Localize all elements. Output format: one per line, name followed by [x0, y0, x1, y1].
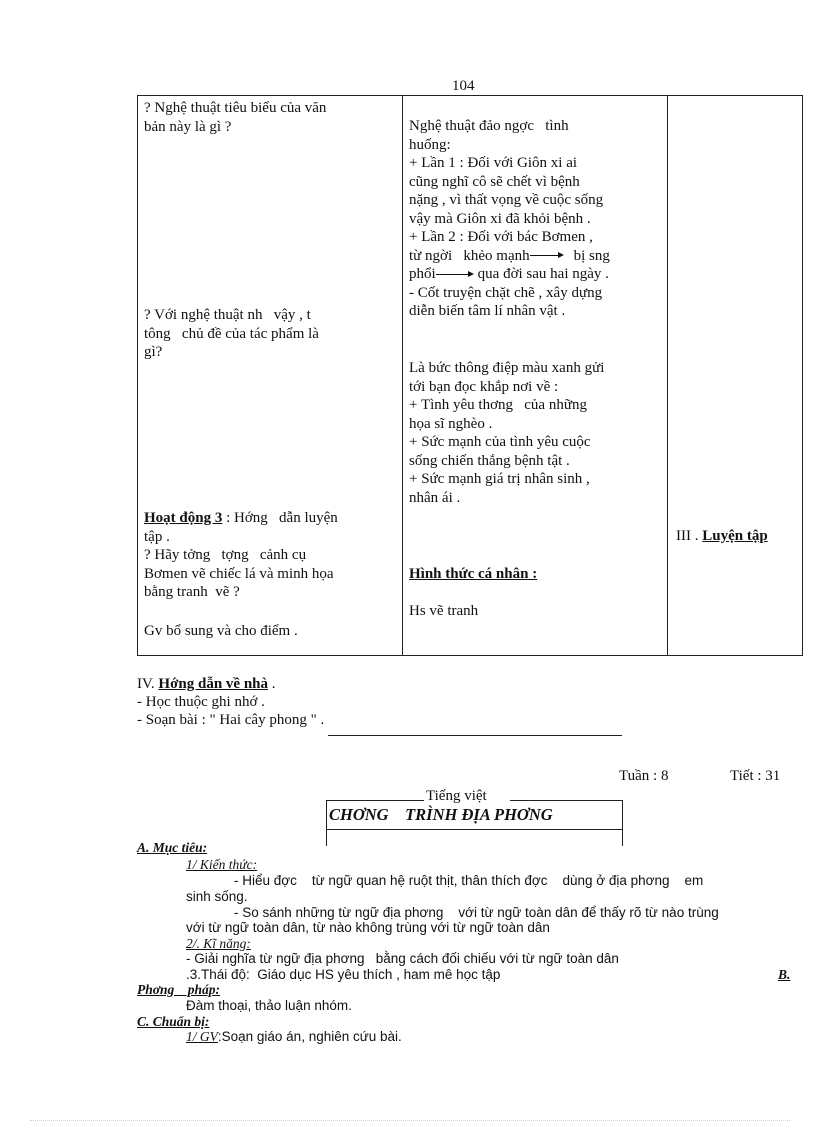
box-top-right	[510, 800, 622, 801]
skill-heading: 2/. Kĩ năng:	[186, 936, 251, 951]
text-line: cũng nghĩ cô sẽ chết vì bệnh	[409, 173, 580, 190]
lesson-title: CHƠNG TRÌNH ĐỊA PHƠNG	[329, 805, 553, 824]
homework-heading	[137, 675, 324, 693]
text-line: Hs vẽ tranh	[409, 603, 479, 619]
text-line: sống chiến thắng bệnh tật .	[409, 452, 570, 469]
text-span: từ ngời khẻo mạnh	[409, 247, 530, 264]
text-line: tông chủ đề của tác phẩm là	[144, 325, 319, 342]
text-line: Bơmen vẽ chiếc lá và minh họa	[144, 565, 334, 582]
prep-gv-text: :Soạn giáo án, nghiên cứu bài.	[217, 1029, 402, 1044]
knowledge-2b: với từ ngữ toàn dân, từ nào không trùng với từ ngữ toàn dân	[186, 920, 550, 935]
list-item: - Soạn bài : " Hai cây phong " .	[137, 712, 325, 728]
subject-label: Tiếng việt	[426, 788, 487, 804]
text-line: + Lần 2 : Đối với bác Bơmen ,	[409, 229, 593, 245]
text-line: - Cốt truyện chặt chẽ , xây dựng	[409, 284, 603, 301]
text-span: bị sng	[573, 247, 610, 264]
knowledge-1a: - Hiểu đợc từ ngữ quan hệ ruột thịt, thân thích đợc dùng ở địa phơng em	[234, 873, 704, 888]
text-line: ? Với nghệ thuật nh vậy , t	[144, 307, 311, 323]
knowledge-heading: 1/ Kiến thức:	[186, 857, 258, 872]
hs-note	[409, 602, 661, 621]
homework-section	[137, 675, 324, 729]
text-line: tập .	[144, 528, 170, 545]
lesson-table	[137, 95, 803, 656]
knowledge-2a: - So sánh những từ ngữ địa phơng với từ ngữ toàn dân để thấy rõ từ nào trùng	[234, 905, 719, 920]
text-line: vậy mà Giôn xi đã khỏi bệnh .	[409, 210, 591, 227]
content-column	[668, 96, 803, 656]
box-mid	[326, 829, 622, 830]
art-answer	[409, 117, 661, 321]
text-line	[676, 527, 796, 546]
arrow-icon	[530, 255, 562, 257]
objectives-section	[137, 840, 797, 856]
skill-line: - Giải nghĩa từ ngữ địa phơng bằng cách đối chiếu với từ ngữ toàn dân	[186, 951, 619, 966]
text-line: + Tình yêu thơng của những	[409, 397, 587, 413]
text-line	[409, 247, 661, 266]
text-line: bằng tranh vẽ ?	[144, 584, 240, 600]
section-b-marker: B.	[778, 967, 791, 982]
text-line: tới bạn đọc khắp nơi về :	[409, 378, 559, 395]
activity-3	[144, 509, 396, 602]
form-heading	[409, 565, 661, 584]
prep-gv-label: 1/ GV	[186, 1029, 218, 1044]
text-line: + Sức mạnh giá trị nhân sinh ,	[409, 471, 590, 487]
attitude-line: .3.Thái độ: Giáo dục HS yêu thích , ham mê học tập	[186, 967, 501, 982]
text-line	[409, 265, 661, 284]
text-line: Hình thức cá nhân :	[409, 566, 538, 582]
knowledge-1b: sinh sống.	[186, 889, 248, 904]
divider	[328, 735, 622, 736]
text-line: Gv bổ sung và cho điểm .	[144, 623, 298, 639]
student-activity-column	[403, 96, 668, 656]
text-span: phổi	[409, 266, 436, 282]
method-heading: Phơng pháp:	[137, 982, 221, 997]
text-line: diễn biến tâm lí nhân vật .	[409, 303, 566, 319]
teacher-activity-column	[138, 96, 403, 656]
activity-3-heading	[144, 509, 396, 528]
page-number: 104	[452, 78, 475, 94]
text-line: nặng , vì thất vọng về cuộc sống	[409, 192, 604, 208]
text-span: qua đời sau hai ngày .	[477, 266, 609, 282]
gv-note	[144, 622, 396, 641]
list-item: - Học thuộc ghi nhớ .	[137, 694, 265, 710]
text-line: + Sức mạnh của tình yêu cuộc	[409, 434, 591, 450]
text-line: + Lần 1 : Đối với Giôn xi ai	[409, 155, 578, 171]
bottom-dotted-rule	[30, 1120, 790, 1121]
practice-heading	[676, 527, 796, 546]
text-line: huống:	[409, 136, 451, 153]
message-answer	[409, 359, 661, 507]
method-line: Đàm thoại, thảo luận nhóm.	[186, 998, 352, 1013]
text-line: Nghệ thuật đảo ngợc tình	[409, 118, 569, 134]
period-label: Tiết : 31	[730, 768, 781, 784]
text-span: IV.	[137, 676, 159, 692]
text-line: Là bức thông điệp màu xanh gửi	[409, 360, 605, 376]
text-span: III .	[676, 528, 703, 544]
activity-3-title: Hoạt động 3	[144, 510, 223, 526]
box-top-left	[326, 800, 424, 801]
objectives-heading: A. Mục tiêu:	[137, 840, 208, 855]
text-line: nhân ái .	[409, 489, 461, 506]
text-line: ? Nghệ thuật tiêu biểu của văn	[144, 100, 327, 116]
text-line: họa sĩ nghèo .	[409, 415, 493, 432]
question-art	[144, 99, 396, 136]
prep-heading: C. Chuẩn bị:	[137, 1014, 210, 1029]
week-label: Tuần : 8	[619, 768, 669, 784]
activity-3-rest: : Hớng dẫn luyện	[222, 510, 338, 526]
question-theme	[144, 306, 396, 362]
text-line: ? Hãy tởng tợng cảnh cụ	[144, 547, 307, 563]
practice-title: Luyện tập	[702, 528, 768, 544]
text-line: bản này là gì ?	[144, 118, 232, 135]
text-span: .	[268, 676, 276, 692]
prep-gv	[186, 1029, 402, 1045]
homework-title: Hớng dẫn về nhà	[158, 676, 268, 692]
text-line: gì?	[144, 344, 163, 360]
arrow-icon	[436, 274, 472, 276]
